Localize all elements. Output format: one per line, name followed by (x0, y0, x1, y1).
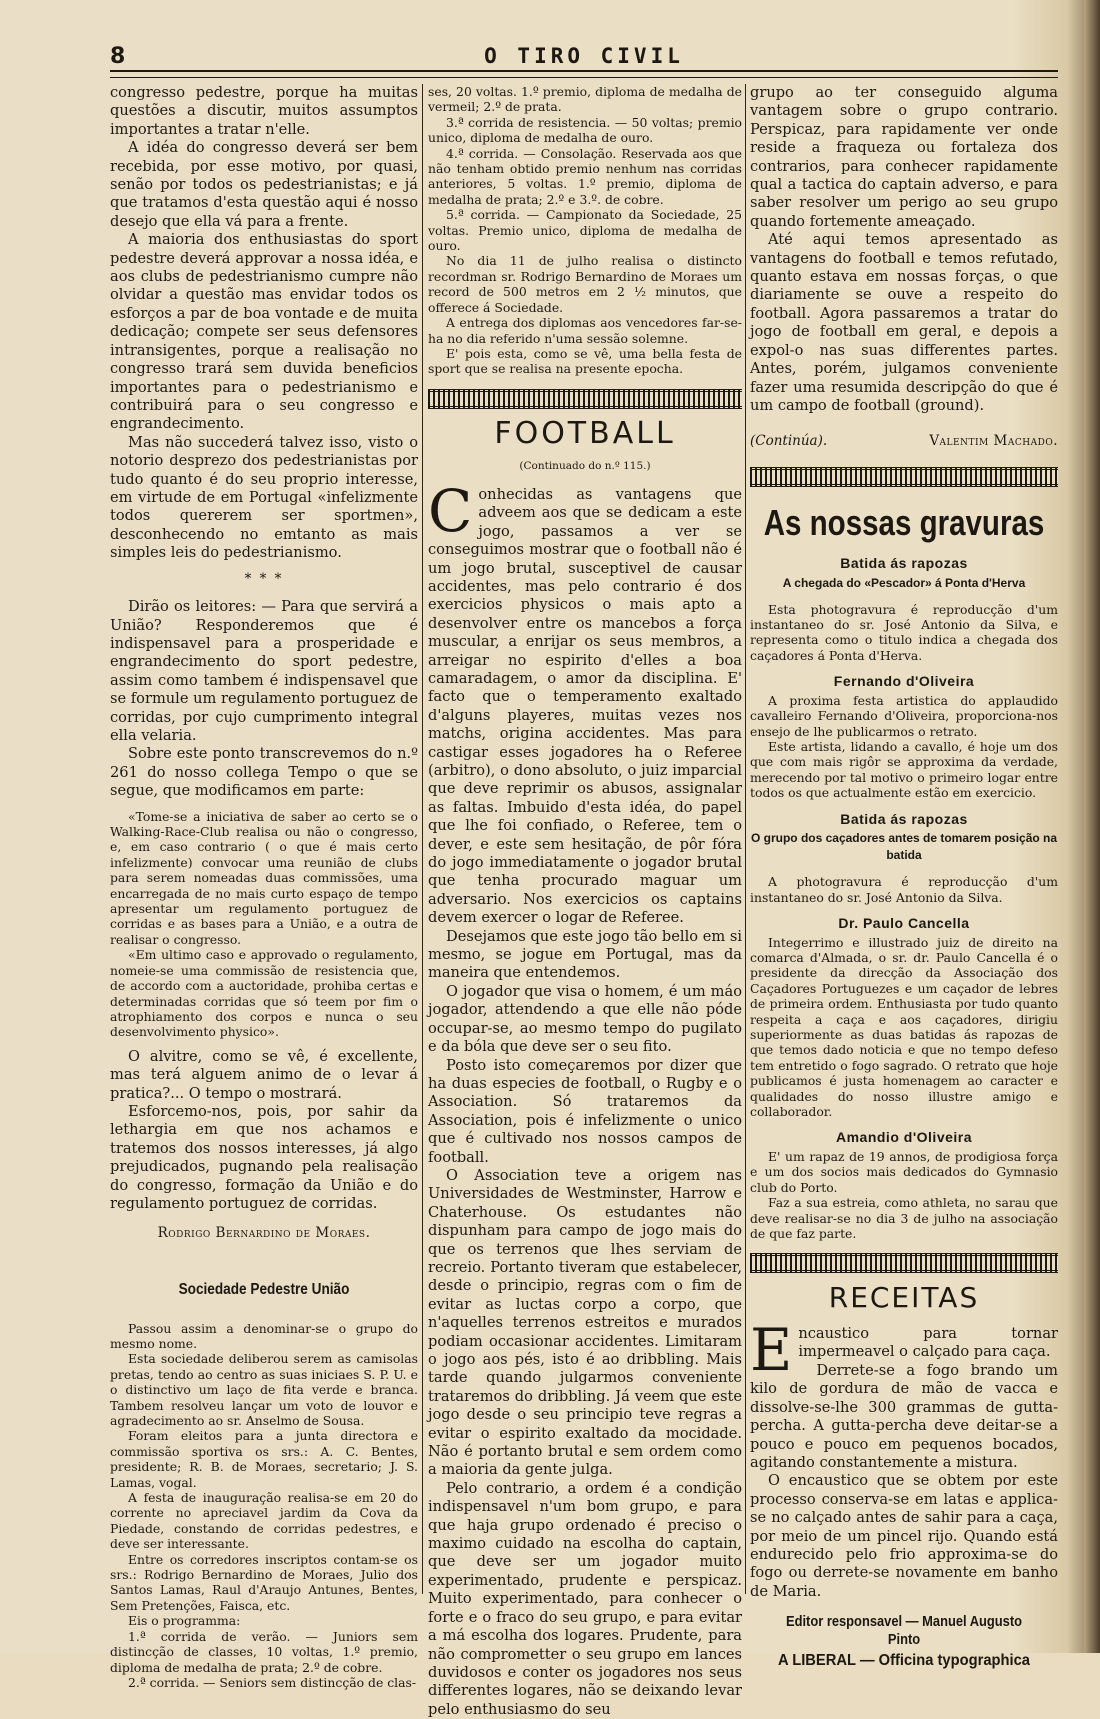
column-2 (428, 84, 742, 1718)
item-heading: Batida ás rapozas (840, 810, 968, 827)
body-paragraph: E' um rapaz de 19 annos, de prodigiosa força e um dos socios mais dedicados do Gymnasio club do Porto. (750, 1149, 1058, 1195)
article-signature: Rodrigo Bernardino de Moraes. (157, 1225, 371, 1242)
body-paragraph: Faz a sua estreia, como athleta, no sarau que deve realisar-se no dia 3 de julho na associação de que faz parte. (750, 1195, 1058, 1242)
body-paragraph: Sobre este ponto transcrevemos do n.º 261 do nosso collega Tempo o que se segue, que modificamos em parte: (110, 745, 418, 800)
asterism: * * * (244, 570, 284, 587)
body-text: ncaustico para tornar impermeavel o calçado para caça. (798, 1325, 1058, 1361)
page-number: 8 (110, 44, 126, 69)
item-heading: Batida ás rapozas (840, 554, 968, 571)
body-paragraph: O Association teve a origem nas Universidades de Westminster, Harrow e Chaterhouse. Os estudantes não dispunham para campo de jogo mais do que os terrenos que lhes serviam de recreio. Portanto tiveram que estabelecer, desde o principio, regras com o fim de evitar as luctas corpo a corpo, que n'aquelles terrenos estreitos e murados podiam occasionar accidentes. Limitaram o jogo aos pés, isto é ao dribbling. Mais tarde quando julgarmos conveniente trataremos do dribbling. Já veem que este jogo desde o seu principio teve regras a evitar o espirito exaltado da mocidade. Não é portanto brutal e sem ordem como a maioria da gente julga. (428, 1166, 742, 1479)
body-paragraph: Entre os corredores inscriptos contam-se os srs.: Rodrigo Bernardino de Moraes, Julio dos Santos Lamas, Raul d'Araujo Antunes, Bentes, Sem Pretenções, Faisca, etc. (110, 1551, 418, 1613)
continuation-line (750, 433, 1058, 451)
body-paragraph: O alvitre, como se vê, é excellente, mas terá alguem animo de o levar á pratica?... O tempo o mostrará. (110, 1047, 418, 1102)
body-paragraph: A entrega dos diplomas aos vencedores far-se-ha no dia referido n'uma sessão solemne. (428, 315, 742, 346)
body-paragraph: 2.ª corrida. — Seniors sem distincção de clas- (128, 1674, 417, 1690)
body-paragraph: Mas não succederá talvez isso, visto o notorio desprezo dos pedestrianistas por tudo quanto é do seu proprio interesse, em virtude de em Portugal «infelizmente todos quererem ser sportmen», desconhecendo no emtanto as mais simples leis do pedestrianismo. (110, 433, 418, 562)
body-paragraph: A proxima festa artistica do applaudido cavalleiro Fernando d'Oliveira, proporciona-nos ensejo de lhe publicarmos o retrato. (750, 692, 1058, 739)
page-edge-shadow (1084, 0, 1100, 1653)
body-paragraph: A idéa do congresso deverá ser bem recebida, por esse motivo, por quasi, senão por todos os pedestrianistas; e já que tratamos d'esta questão aqui é nosso desejo que ella vá para a frente. (110, 139, 418, 230)
section-title: Sociedade Pedestre União (178, 1280, 350, 1298)
body-paragraph: congresso pedestre, porque ha muitas questões a discutir, muitos assumptos importantes a tratar n'elle. (110, 84, 418, 138)
body-paragraph: Esta photogravura é reproducção d'um instantaneo do sr. José Antonio da Silva, e representa como o titulo indica a chegada dos caçadores á Ponta d'Herva. (750, 601, 1058, 663)
ornamental-rule (750, 1253, 1058, 1273)
quoted-paragraph: «Em ultimo caso e approvado o regulamento, nomeie-se uma commissão de resistencia que, de accordo com a auctoridade, prohiba certas e determinadas corridas que só teem por fim o atrophiamento dos corpos e nunca o seu desenvolvimento physico». (110, 947, 418, 1040)
masthead: O TIRO CIVIL (484, 44, 684, 68)
body-text: onhecidas as vantagens que adveem aos que se dedicam a este jogo, passamos a ver se conseguimos mostrar que o football não é um jogo brutal, susceptivel de causar accidentes, mas pelo contrario é dos exercicios physicos o mais apto a desenvolver entre os mancebos a força muscular, a enrijar os seus membros, a arreigar no espirito d'elles a boa camaradagem, o amor da disciplina. E' facto que o temperamento exaltado d'alguns playeres, muitas vezes nos matchs, origina accidentes. Mas para castigar esses jogadores ha o Referee (arbitro), o dono absoluto, o juiz imparcial que deve reprimir os abusos, assignalar as faltas. Imbuido d'esta idéa, do papel que lhe foi confiado, o Referee, tem o dever, e este sem hesitação, de pôr fóra do jogo immediatamente o jogador brutal que tenha procurado maguar um adversario. Nos exercicios os captains devem exercer o logar de Referee. (428, 485, 742, 927)
body-paragraph: Dirão os leitores: — Para que servirá a União? Responderemos que é indispensavel para a prosperidade e engrandecimento do sport pedestre, assim como tambem é indispensavel que se formule um regulamento portuguez de corridas, por cujo cumprimento integral ella velaria. (110, 598, 418, 744)
press-line: A LIBERAL — Officina typographica (778, 1652, 1030, 1670)
item-heading: Fernando d'Oliveira (833, 673, 975, 690)
ornamental-rule (428, 389, 742, 409)
body-paragraph: Pelo contrario, a ordem é a condição indispensavel n'um bom grupo, e para que haja grupo ordenado é preciso o maximo cuidado na escolha do captain, que deve ser um jogador muito experimentado, prudente e perspicaz. Muito experimentado, para conhecer o forte e o fraco do seu grupo, e para evitar a má escolha dos logares. Prudente, para não comprometter o seu grupo em lances duvidosos e conter os jogadores nos seus differentes logares, não se deixando levar pelo enthusiasmo do seu (428, 1479, 742, 1718)
body-paragraph: 5.ª corrida. — Campionato da Sociedade, 25 voltas. Premio unico, diploma de medalha de ouro. (428, 207, 742, 254)
continued-note: (Continuado do n.º 115.) (519, 460, 651, 473)
item-subheading: A chegada do «Pescador» á Ponta d'Herva (782, 575, 1026, 590)
body-paragraph: Eis o programma: (128, 1613, 241, 1629)
body-paragraph: A maioria dos enthusiastas do sport pedestre deverá approvar a nossa idéa, e aos clubs de pedestrianismo cumpre não olvidar a questão mas envidar todos os esforços a par de boa vontade e de muita dedicação; compete ser seus defensores intransigentes, porque a realisação no congresso trará sem duvida beneficios importantes para o pedestrianismo e contribuirá para o seu congresso e engrandecimento. (110, 231, 418, 433)
body-paragraph: Foram eleitos para a junta directora e commissão sportiva os srs.: A. C. Bentes, presidente; R. B. de Moraes, secretario; J. S. Lamas, vogal. (110, 1428, 418, 1490)
body-paragraph: No dia 11 de julho realisa o distincto recordman sr. Rodrigo Bernardino de Moraes um record de 500 metros em 2 ½ minutos, que offerece á Sociedade. (428, 253, 742, 315)
column-3 (750, 84, 1058, 1670)
body-paragraph: Esforcemo-nos, pois, por sahir da lethargia em que nos achamos e tratemos dos nossos interesses, já algo prejudicados, pugnando pela realisação do congresso, formação da União e do regulamento portuguez de corridas. (110, 1102, 418, 1212)
body-paragraph (750, 1316, 1058, 1385)
page-header (110, 40, 1058, 70)
section-title: FOOTBALL (494, 415, 676, 451)
body-paragraph: Esta sociedade deliberou serem as camisolas pretas, tendo ao centro as suas iniciaes S. P. U. e o distinctivo um laço de fita verde e branca. Tambem resolveu lançar um voto de louvor e agradecimento ao sr. Anselmo de Sousa. (110, 1351, 418, 1428)
column-1 (110, 84, 418, 1690)
body-paragraph: ses, 20 voltas. 1.º premio, diploma de medalha de vermeil; 2.º de prata. (428, 84, 742, 115)
continua-note: (Continúa). (750, 433, 828, 450)
body-paragraph: Passou assim a denominar-se o grupo do mesmo nome. (110, 1320, 418, 1351)
item-heading: Dr. Paulo Cancella (838, 914, 970, 931)
body-paragraph: O encaustico que se obtem por este processo conserva-se em latas e applica-se no calçado antes de sahir para a caça, por meio de um pincel rijo. Quando está endurecido pelo frio approxima-se do fogo ou derrete-se novamente em banho de Maria. (750, 1472, 1058, 1600)
drop-cap: E (750, 1316, 793, 1385)
drop-cap: C (428, 476, 473, 545)
item-heading: Amandio d'Oliveira (835, 1129, 973, 1146)
editor-line: Editor responsavel — Manuel Augusto Pinto (785, 1613, 1023, 1648)
body-paragraph: Integerrimo e illustrado juiz de direito na comarca d'Almada, o sr. dr. Paulo Cancella é o presidente da direcção da Associação dos Caçadores Portuguezes e um caçador de lebres de primeira ordem. Enthusiasta por tudo quanto respeita a caça e aos caçadores, dirigiu superiormente as duas batidas ás rapozas de que temos dado noticia e que no tempo defeso tem entretido o fogo sagrado. O retrato que hoje publicamos é justa homenagem ao caracter e qualidades do nosso illustre amigo e collaborador. (750, 934, 1058, 1120)
body-paragraph: Derrete-se a fogo brando um kilo de gordura de mão de vacca e dissolve-se-lhe 300 grammas de gutta-percha. A gutta-percha deve deitar-se a pouco e pouco em pequenos bocados, agitando constantemente a mistura. (750, 1361, 1058, 1471)
body-paragraph: Posto isto começaremos por dizer que ha duas especies de football, o Rugby e o Association. Só trataremos da Association, pois é infelizmente o unico que é cultivado nos nossos campos de football. (428, 1056, 742, 1166)
body-paragraph (428, 476, 742, 928)
article-signature: Valentim Machado. (929, 433, 1058, 450)
header-rule (110, 70, 1058, 78)
body-paragraph: Até aqui temos apresentado as vantagens do football e temos refutado, quanto estava em nossas forças, o que diariamente se ouve a respeito do football. Agora passaremos a tratar do jogo de football em geral, e depois a expol-o nas suas differentes partes. Antes, porém, julgamos conveniente fazer uma resumida descripção do que é um campo de football (ground). (750, 231, 1058, 414)
body-paragraph: A festa de inauguração realisa-se em 20 do corrente no apreciavel jardim da Cova da Piedade, constando de corridas pedestres, e deve ser interessante. (110, 1490, 418, 1552)
ornamental-rule (750, 467, 1058, 487)
body-paragraph: E' pois esta, como se vê, uma bella festa de sport que se realisa na presente epocha. (428, 345, 742, 377)
body-paragraph: O jogador que visa o homem, é um máo jogador, attendendo a que elle não póde occupar-se, ao mesmo tempo do pugilato e da bóla que deve ser o seu fito. (428, 982, 742, 1056)
body-paragraph: 1.ª corrida de verão. — Juniors sem distincção de classes, 10 voltas, 1.º premio, diploma de medalha de prata; 2.º de cobre. (110, 1628, 418, 1675)
section-title: As nossas gravuras (763, 501, 1045, 543)
body-paragraph: 3.ª corrida de resistencia. — 50 voltas; premio unico, diploma de medalha de ouro. (428, 114, 742, 146)
section-title: RECEITAS (828, 1281, 980, 1315)
column-rule (422, 84, 423, 1594)
body-paragraph: 4.ª corrida. — Consolação. Reservada aos que não tenham obtido premio nenhum nas corridas anteriores, 5 voltas. 1.º premio, diploma de medalha de prata; 2.º e 3.º. de cobre. (428, 145, 742, 207)
body-paragraph: Este artista, lidando a cavallo, é hoje um dos que com mais rigôr se approxima da verdade, merecendo por tal motivo o primeiro logar entre todos os que actualmente estão em exercicio. (750, 738, 1058, 801)
body-paragraph: grupo ao ter conseguido alguma vantagem sobre o grupo contrario. Perspicaz, para rapidamente ver onde reside a fraqueza ou fortaleza dos contrarios, para conhecer rapidamente qual a tactica do captain adverso, e para saber resolver um perigo ao seu grupo quando fortemente ameaçado. (750, 84, 1058, 230)
body-paragraph: A photogravura é reproducção d'um instantaneo do sr. José Antonio da Silva. (750, 874, 1058, 905)
body-paragraph: Desejamos que este jogo tão bello em si mesmo, se jogue em Portugal, mas da maneira que entendemos. (428, 927, 742, 982)
column-rule (745, 84, 746, 1594)
quoted-paragraph: «Tome-se a iniciativa de saber ao certo se o Walking-Race-Club realisa ou não o congresso, e, em caso contrario ( o que é mais certo infelizmente) convocar uma reunião de clubs para serem nomeadas duas commissões, uma encarregada de no mais curto espaço de tempo apresentar um regulamento portuguez de corridas e as bases para a União, e a outra de realisar o congresso. (110, 808, 418, 947)
item-subheading: O grupo dos caçadores antes de tomarem posição na batida (750, 831, 1058, 863)
